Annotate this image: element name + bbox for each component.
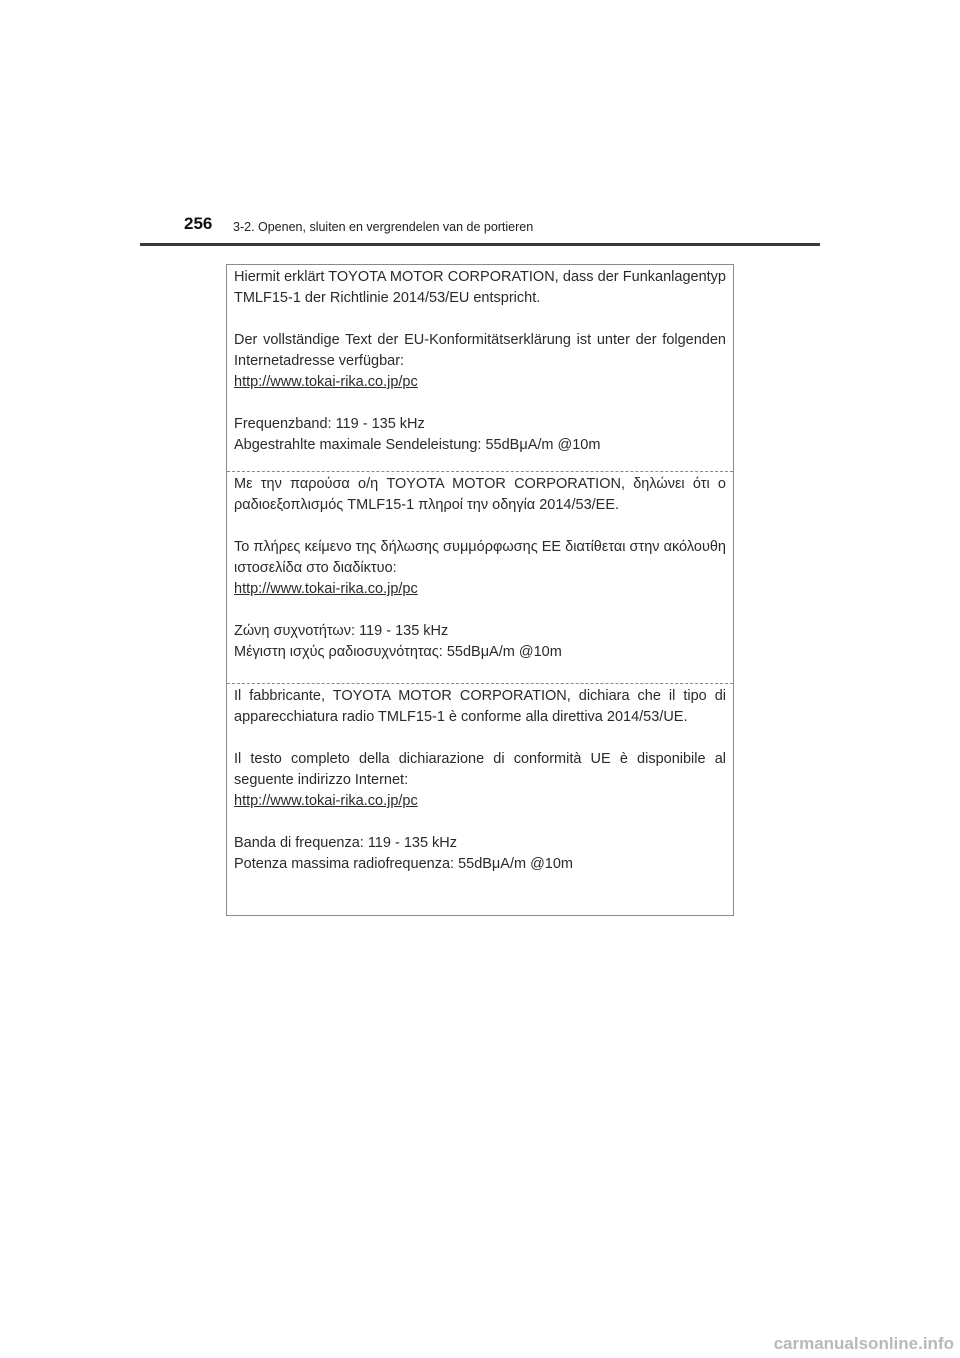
declaration-url-link[interactable]: http://www.tokai-rika.co.jp/pc [234,793,418,809]
frequency-band-text: Banda di frequenza: 119 - 135 kHz [234,835,458,851]
availability-text: Der vollständige Text der EU-Konformitätserklärung ist unter der folgenden Internetadresse verfügbar: [234,332,726,369]
page-number: 256 [184,214,213,233]
availability-text: Το πλήρες κείμενο της δήλωσης συμμόρφωσης ΕΕ διατίθεται στην ακόλουθη ιστοσελίδα στο διαδίκτυο: [234,539,726,576]
declaration-italian [227,684,733,915]
statement-text: Il fabbricante, TOYOTA MOTOR CORPORATION, dichiara che il tipo di apparecchiatura radio TMLF15-1 è conforme alla direttiva 2014/53/UE. [234,688,726,725]
declaration-url-link[interactable]: http://www.tokai-rika.co.jp/pc [234,374,418,390]
statement-text: Με την παρούσα ο/η TOYOTA MOTOR CORPORATION, δηλώνει ότι ο ραδιοεξοπλισμός TMLF15-1 πληροί την οδηγία 2014/53/ΕΕ. [234,476,726,513]
frequency-band-text: Frequenzband: 119 - 135 kHz [234,416,425,432]
max-power-text: Potenza massima radiofrequenza: 55dBμA/m @10m [234,856,574,872]
max-power-text: Abgestrahlte maximale Sendeleistung: 55dBμA/m @10m [234,437,601,453]
declaration-german [227,265,733,472]
header-rule [140,243,820,246]
availability-text: Il testo completo della dichiarazione di conformità UE è disponibile al seguente indirizzo Internet: [234,751,726,788]
max-power-text: Μέγιστη ισχύς ραδιοσυχνότητας: 55dBμA/m @10m [234,644,562,660]
statement-text: Hiermit erklärt TOYOTA MOTOR CORPORATION, dass der Funkanlagentyp TMLF15-1 der Richtlinie 2014/53/EU entspricht. [234,269,726,306]
declaration-url-link[interactable]: http://www.tokai-rika.co.jp/pc [234,581,418,597]
watermark: carmanualsonline.info [773,1334,954,1353]
declaration-box [226,264,734,916]
declaration-greek [227,472,733,684]
frequency-band-text: Ζώνη συχνοτήτων: 119 - 135 kHz [234,623,449,639]
page-header [140,214,820,248]
section-title: 3-2. Openen, sluiten en vergrendelen van de portieren [233,220,534,234]
